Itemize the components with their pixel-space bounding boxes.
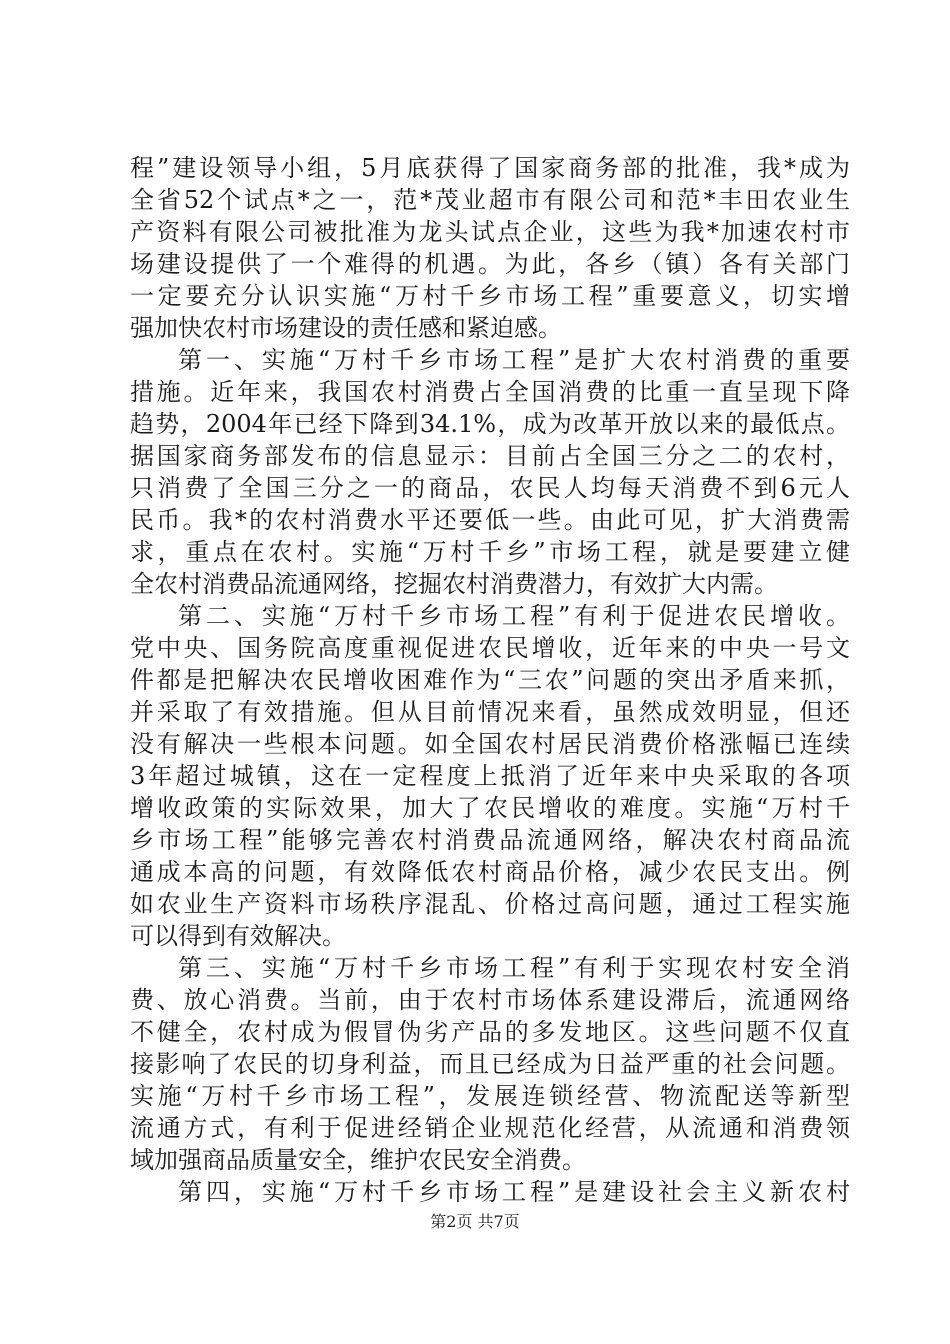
text-line: 趋势，2004年已经下降到34.1%，成为改革开放以来的最低点。 [130,410,850,438]
body-text [130,152,850,1208]
text-line: 全省52个试点*之一，范*茂业超市有限公司和范*丰田农业生 [130,186,850,214]
text-line: 3年超过城镇，这在一定程度上抵消了近年来中央采取的各项 [130,762,850,790]
text-line: 场建设提供了一个难得的机遇。为此，各乡（镇）各有关部门 [130,250,850,278]
text-line: 产资料有限公司被批准为龙头试点企业，这些为我*加速农村市 [130,218,850,246]
text-line: 第三、实施“万村千乡市场工程”有利于实现农村安全消 [178,954,850,982]
text-line: 实施“万村千乡市场工程”，发展连锁经营、物流配送等新型 [130,1082,850,1110]
text-line: 没有解决一些根本问题。如全国农村居民消费价格涨幅已连续 [130,730,850,758]
text-line: 据国家商务部发布的信息显示：目前占全国三分之二的农村， [130,442,850,470]
text-line: 全农村消费品流通网络，挖掘农村消费潜力，有效扩大内需。 [130,570,778,598]
text-line: 强加快农村市场建设的责任感和紧迫感。 [130,314,562,342]
text-line: 第二、实施“万村千乡市场工程”有利于促进农民增收。 [178,602,850,630]
text-line: 增收政策的实际效果，加大了农民增收的难度。实施“万村千 [130,794,850,822]
text-line: 一定要充分认识实施“万村千乡市场工程”重要意义，切实增 [130,282,850,310]
text-line: 求，重点在农村。实施“万村千乡”市场工程，就是要建立健 [130,538,850,566]
text-line: 费、放心消费。当前，由于农村市场体系建设滞后，流通网络 [130,986,850,1014]
text-line: 程”建设领导小组，5月底获得了国家商务部的批准，我*成为 [130,154,850,182]
text-line: 接影响了农民的切身利益，而且已经成为日益严重的社会问题。 [130,1050,850,1078]
text-line: 措施。近年来，我国农村消费占全国消费的比重一直呈现下降 [130,378,850,406]
text-line: 并采取了有效措施。但从目前情况来看，虽然成效明显，但还 [130,698,850,726]
text-line: 第四，实施“万村千乡市场工程”是建设社会主义新农村 [178,1178,850,1206]
text-line: 民币。我*的农村消费水平还要低一些。由此可见，扩大消费需 [130,506,850,534]
page-footer: 第2页 共7页 [430,1212,520,1231]
text-line: 乡市场工程”能够完善农村消费品流通网络，解决农村商品流 [130,826,850,854]
text-line: 件都是把解决农民增收困难作为“三农”问题的突出矛盾来抓， [130,666,850,694]
text-line: 流通方式，有利于促进经销企业规范化经营，从流通和消费领 [130,1114,850,1142]
text-line: 通成本高的问题，有效降低农村商品价格，减少农民支出。例 [130,858,850,886]
text-line: 域加强商品质量安全，维护农民安全消费。 [130,1146,586,1174]
text-line: 第一、实施“万村千乡市场工程”是扩大农村消费的重要 [178,346,850,374]
text-line: 可以得到有效解决。 [130,922,346,950]
text-line: 党中央、国务院高度重视促进农民增收，近年来的中央一号文 [130,634,850,662]
text-line: 不健全，农村成为假冒伪劣产品的多发地区。这些问题不仅直 [130,1018,850,1046]
text-line: 如农业生产资料市场秩序混乱、价格过高问题，通过工程实施 [130,890,850,918]
text-line: 只消费了全国三分之一的商品，农民人均每天消费不到6元人 [130,474,850,502]
